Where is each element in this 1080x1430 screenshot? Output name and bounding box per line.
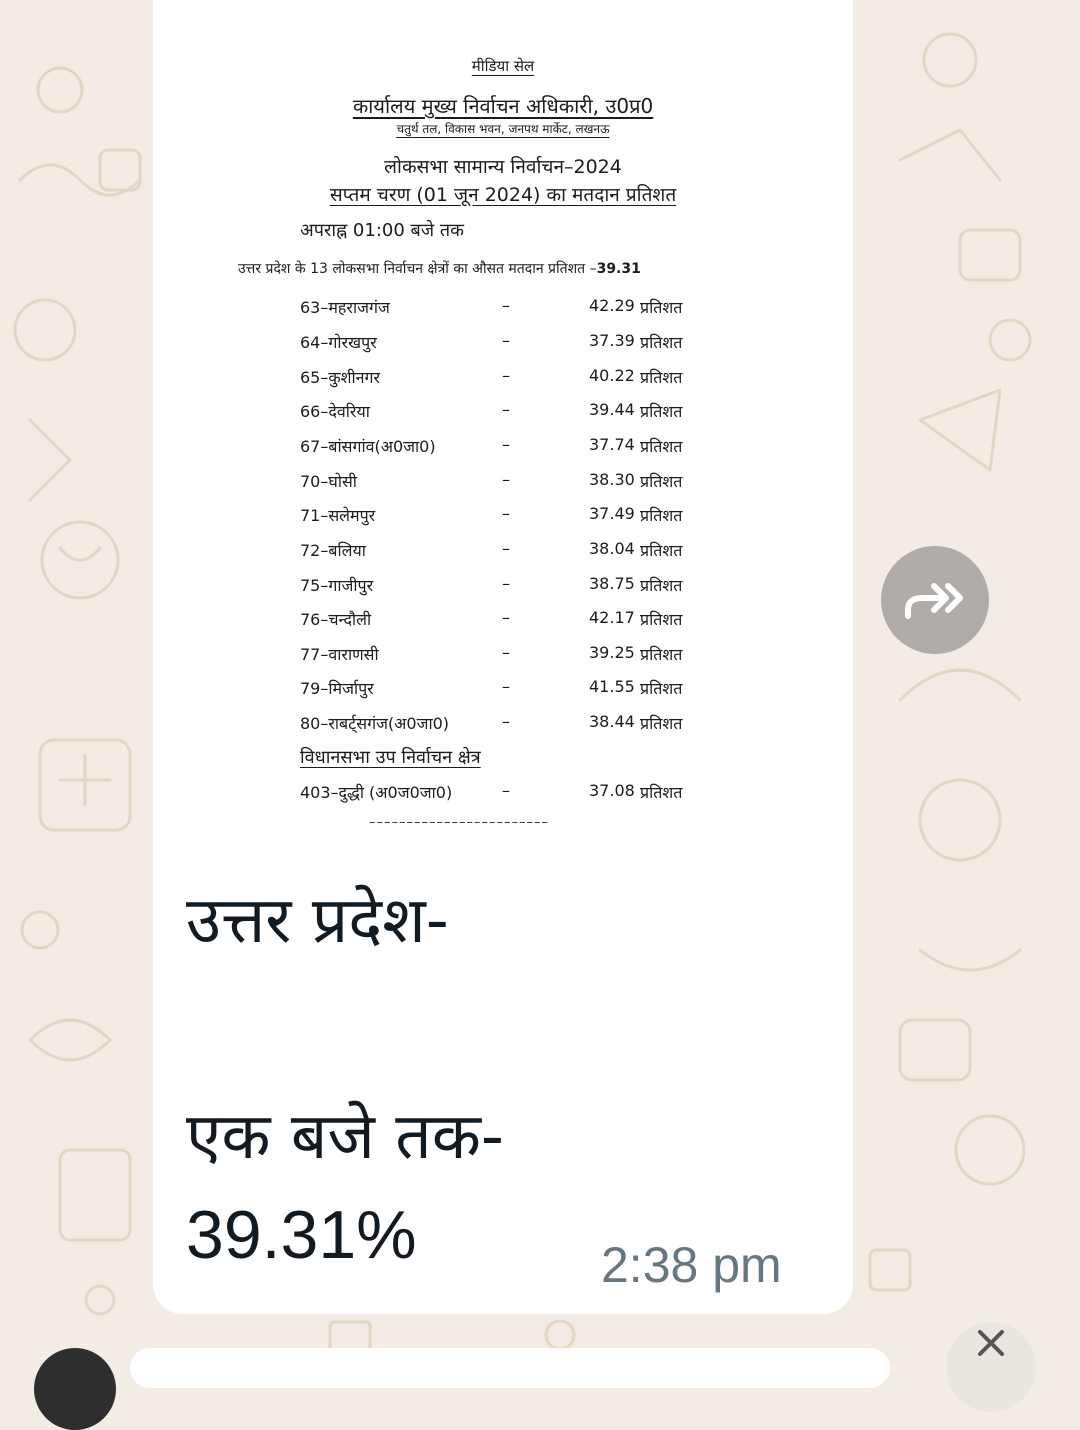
row-dash: –: [502, 435, 510, 454]
close-button[interactable]: [946, 1322, 1036, 1412]
turnout-value: 38.44: [589, 712, 635, 731]
table-row: [153, 435, 853, 461]
close-icon: [976, 1328, 1006, 1358]
constituency-name: 65–कुशीनगर: [300, 368, 381, 387]
end-line: ––––––––––––––––––––––––: [369, 815, 549, 830]
constituency-name: 75–गाजीपुर: [300, 576, 374, 595]
row-dash: –: [502, 296, 510, 315]
turnout-unit: प्रतिशत: [640, 298, 683, 317]
constituency-name: 79–मिर्जापुर: [300, 679, 374, 698]
row-dash: –: [502, 470, 510, 489]
row-dash: –: [502, 539, 510, 558]
turnout-unit: प्रतिशत: [640, 714, 683, 733]
turnout-value: 37.39: [589, 331, 635, 350]
table-row: [153, 504, 853, 530]
turnout-unit: प्रतिशत: [640, 576, 683, 595]
row-dash: –: [502, 643, 510, 662]
row-dash: –: [502, 400, 510, 419]
turnout-value: 41.55: [589, 677, 635, 696]
turnout-unit: प्रतिशत: [640, 472, 683, 491]
table-row: [153, 677, 853, 703]
constituency-name: 77–वाराणसी: [300, 645, 379, 664]
table-row: [153, 366, 853, 392]
time-heading: अपराह्न 01:00 बजे तक: [300, 220, 464, 241]
table-row: [153, 712, 853, 738]
turnout-unit: प्रतिशत: [640, 610, 683, 629]
constituency-name: 63–महराजगंज: [300, 298, 390, 317]
media-cell-heading: मीडिया सेल: [471, 57, 535, 75]
row-dash: –: [502, 608, 510, 627]
turnout-unit: प्रतिशत: [640, 783, 683, 802]
constituency-name: 71–सलेमपुर: [300, 506, 376, 525]
turnout-value: 40.22: [589, 366, 635, 385]
table-row: [153, 781, 853, 807]
row-dash: –: [502, 366, 510, 385]
turnout-value: 37.74: [589, 435, 635, 454]
table-row: [153, 539, 853, 565]
turnout-value: 39.25: [589, 643, 635, 662]
office-address: चतुर्थ तल, विकास भवन, जनपथ मार्केट, लखनऊ: [396, 122, 610, 136]
turnout-value: 37.49: [589, 504, 635, 523]
turnout-unit: प्रतिशत: [640, 645, 683, 664]
office-heading: कार्यालय मुख्य निर्वाचन अधिकारी, उ0प्र0: [352, 94, 654, 118]
message-input-bar[interactable]: [130, 1348, 890, 1388]
average-turnout-label: उत्तर प्रदेश के 13 लोकसभा निर्वाचन क्षेत्रों का औसत मतदान प्रतिशत –: [238, 261, 597, 277]
table-row: [153, 574, 853, 600]
turnout-value: 39.44: [589, 400, 635, 419]
forward-button[interactable]: [881, 546, 989, 654]
turnout-unit: प्रतिशत: [640, 368, 683, 387]
constituency-name: 80–राबर्ट्सगंज(अ0जा0): [300, 714, 450, 733]
row-dash: –: [502, 712, 510, 731]
average-turnout: [238, 259, 641, 278]
table-row: [153, 296, 853, 322]
constituency-name: 64–गोरखपुर: [300, 333, 377, 352]
turnout-value: 37.08: [589, 781, 635, 800]
phase-title: सप्तम चरण (01 जून 2024) का मतदान प्रतिशत: [329, 184, 677, 206]
turnout-unit: प्रतिशत: [640, 437, 683, 456]
turnout-value: 42.17: [589, 608, 635, 627]
message-text-line-2: एक बजे तक-: [186, 1100, 504, 1174]
constituency-name: 70–घोसी: [300, 472, 357, 491]
turnout-value: 38.04: [589, 539, 635, 558]
turnout-unit: प्रतिशत: [640, 402, 683, 421]
message-timestamp: 2:38 pm: [601, 1237, 782, 1293]
constituency-name: 403–दुद्धी (अ0ज0जा0): [300, 783, 453, 802]
table-row: [153, 643, 853, 669]
turnout-value: 38.75: [589, 574, 635, 593]
turnout-unit: प्रतिशत: [640, 541, 683, 560]
press-note-image[interactable]: [153, 0, 853, 850]
table-row: [153, 608, 853, 634]
table-row: [153, 331, 853, 357]
message-text-line-3: 39.31%: [186, 1197, 417, 1273]
message-text-line-1: उत्तर प्रदेश-: [186, 884, 449, 958]
turnout-value: 38.30: [589, 470, 635, 489]
election-title: लोकसभा सामान्य निर्वाचन–2024: [384, 156, 622, 178]
constituency-name: 72–बलिया: [300, 541, 366, 560]
table-row: [153, 470, 853, 496]
turnout-value: 42.29: [589, 296, 635, 315]
average-turnout-value: 39.31: [596, 261, 641, 277]
message-bubble[interactable]: [153, 0, 853, 1314]
constituency-name: 67–बांसगांव(अ0जा0): [300, 437, 436, 456]
table-row: [153, 400, 853, 426]
row-dash: –: [502, 781, 510, 800]
row-dash: –: [502, 504, 510, 523]
row-dash: –: [502, 331, 510, 350]
turnout-unit: प्रतिशत: [640, 679, 683, 698]
constituency-name: 66–देवरिया: [300, 402, 370, 421]
turnout-unit: प्रतिशत: [640, 506, 683, 525]
row-dash: –: [502, 677, 510, 696]
by-election-heading: विधानसभा उप निर्वाचन क्षेत्र: [300, 747, 481, 768]
row-dash: –: [502, 574, 510, 593]
constituency-name: 76–चन्दौली: [300, 610, 372, 629]
turnout-unit: प्रतिशत: [640, 333, 683, 352]
avatar[interactable]: [34, 1348, 116, 1430]
forward-icon: [902, 578, 968, 622]
